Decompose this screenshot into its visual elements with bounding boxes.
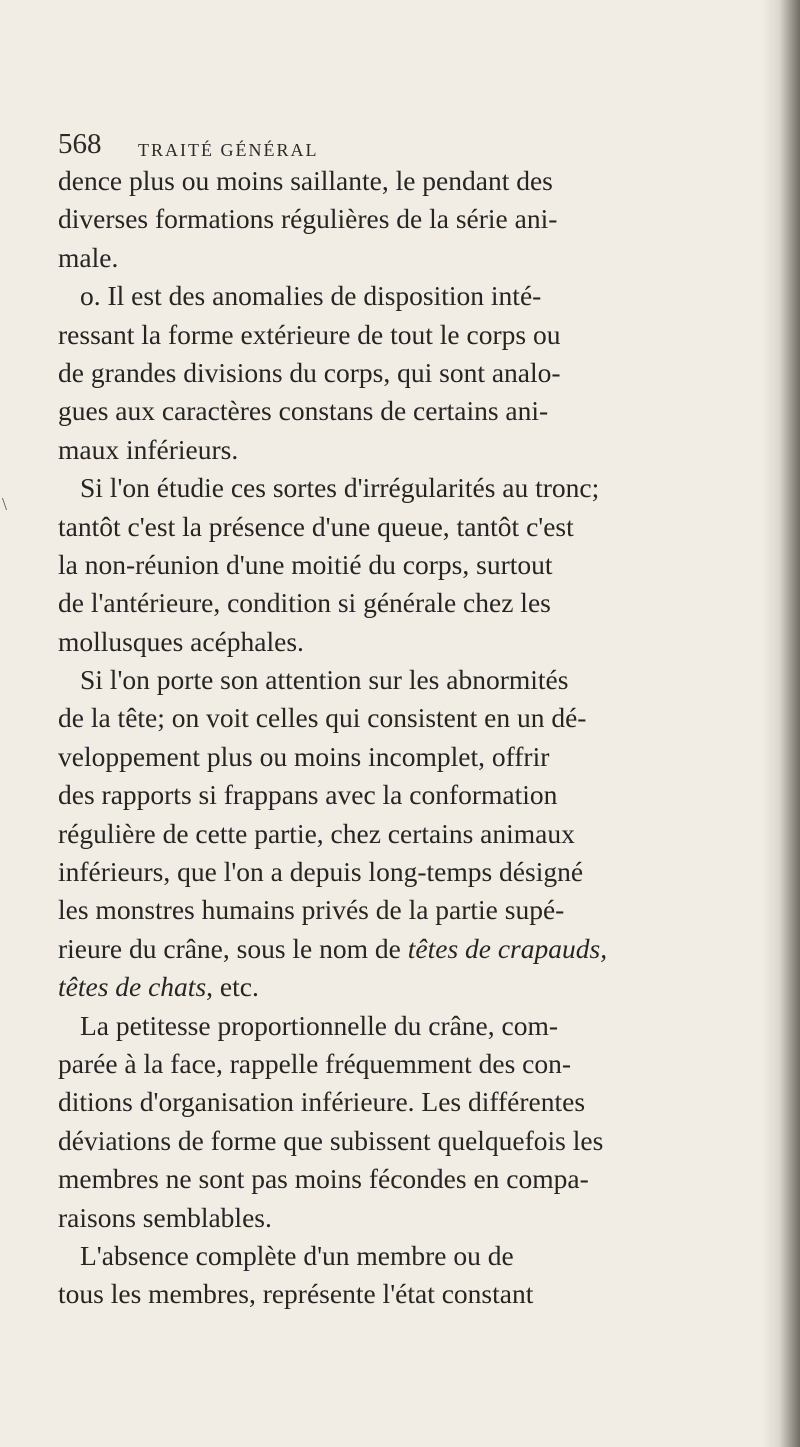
- text-line: o. Il est des anomalies de disposition inté-: [80, 280, 542, 312]
- text-line: Si l'on porte son attention sur les abnormités: [80, 664, 569, 696]
- text-line: de l'antérieure, condition si générale chez les: [58, 587, 551, 619]
- text-line: [58, 968, 798, 1006]
- margin-mark: \: [2, 494, 8, 514]
- text-line: Si l'on étudie ces sortes d'irrégularités au tronc;: [80, 472, 600, 504]
- text-line: raisons semblables.: [58, 1201, 272, 1233]
- running-title: TRAITÉ GÉNÉRAL: [138, 140, 319, 160]
- text-line: veloppement plus ou moins incomplet, offrir: [58, 740, 550, 772]
- text-line: tous les membres, représente l'état constant: [58, 1278, 534, 1310]
- text-line: parée à la face, rappelle fréquemment des con-: [58, 1047, 572, 1079]
- body-text: [58, 162, 798, 1314]
- text-span: rieure du crâne, sous le nom de: [58, 932, 401, 964]
- text-line: régulière de cette partie, chez certains animaux: [58, 817, 575, 849]
- text-line: dence plus ou moins saillante, le pendant des: [58, 165, 553, 196]
- italic-span: têtes de chats: [58, 971, 207, 1003]
- text-line: ditions d'organisation inférieure. Les différentes: [58, 1086, 586, 1118]
- text-line: de grandes divisions du corps, qui sont analo-: [58, 356, 561, 388]
- text-line: des rapports si frappans avec la conformation: [58, 779, 558, 811]
- text-line: diverses formations régulières de la série ani-: [58, 203, 558, 235]
- text-line: les monstres humains privés de la partie supé-: [58, 894, 565, 926]
- text-line: mollusques acéphales.: [58, 625, 304, 657]
- text-line: de la tête; on voit celles qui consistent en un dé-: [58, 702, 587, 734]
- text-line: inférieurs, que l'on a depuis long-temps désigné: [58, 856, 584, 888]
- text-line: déviations de forme que subissent quelquefois les: [58, 1124, 604, 1156]
- text-line: male.: [58, 241, 119, 273]
- text-line: la non-réunion d'une moitié du corps, surtout: [58, 548, 553, 580]
- text-line: L'absence complète d'un membre ou de: [80, 1239, 514, 1271]
- text-line: ressant la forme extérieure de tout le corps ou: [58, 318, 561, 350]
- text-line: tantôt c'est la présence d'une queue, tantôt c'est: [58, 510, 574, 542]
- text-line: membres ne sont pas moins fécondes en compa-: [58, 1163, 589, 1195]
- page-number: 568: [58, 128, 102, 160]
- text-span: , etc.: [206, 971, 259, 1003]
- text-line: La petitesse proportionnelle du crâne, com-: [80, 1009, 559, 1041]
- text-line: gues aux caractères constans de certains ani-: [58, 395, 549, 427]
- text-line: [58, 930, 798, 968]
- text-line: maux inférieurs.: [58, 433, 239, 465]
- italic-span: têtes de crapauds,: [407, 932, 608, 964]
